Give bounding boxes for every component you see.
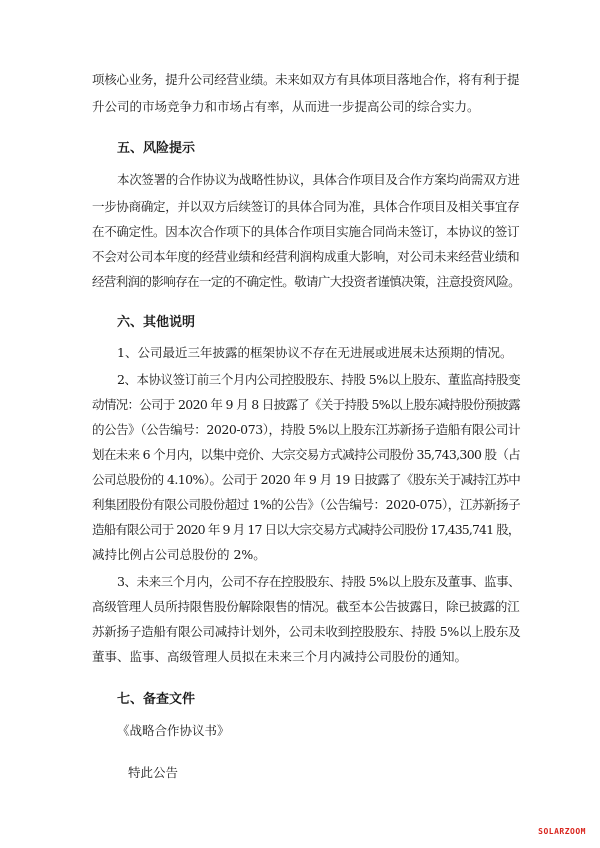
section6-line: 减持比例占公司总股份的 2%。 [92,547,266,562]
section5-line: 一步协商确定，并以双方后续签订的具体合同为准，具体合作项目及相关事宜存 [92,199,520,214]
section5-line: 经营利润的影响存在一定的不确定性。敬请广大投资者谨慎决策，注意投资风险。 [92,274,521,289]
section6-line: 苏新扬子造船有限公司减持计划外，公司未收到控股股东、持股 5%以上股东及 [92,624,521,639]
section6-line: 高级管理人员所持限售股份解除限售的情况。截至本公告披露日，除已披露的江 [92,599,520,614]
section6-line: 3、未来三个月内，公司不存在控股股东、持股 5%以上股东及董事、监事、 [117,574,521,589]
section-heading-risk: 五、风险提示 [117,141,196,156]
watermark-logo: SOLARZOOM [538,827,586,836]
section6-line: 董事、监事、高级管理人员拟在未来三个月内减持公司股份的通知。 [92,649,468,664]
intro-line: 项核心业务，提升公司经营业绩。未来如双方有具体项目落地合作，将有利于提 [92,72,520,87]
section6-line: 划在未来 6 个月内，以集中竞价、大宗交易方式减持公司股份 35,743,300 股（占 [92,447,520,462]
intro-line: 升公司的市场竞争力和市场占有率，从而进一步提高公司的综合实力。 [92,99,480,114]
section6-line: 1、公司最近三年披露的框架协议不存在无进展或进展未达预期的情况。 [117,345,513,360]
section6-line: 公司总股份的 4.10%）。公司于 2020 年 9 月 19 日披露了《股东关于减持江苏中 [92,472,521,487]
closing-text: 特此公告 [128,765,179,780]
reference-document: 《战略合作协议书》 [117,723,230,738]
section6-line: 的公告》（公告编号：2020-073），持股 5%以上股东江苏新扬子造船有限公司计 [92,422,521,437]
section6-line: 2、本协议签订前三个月内公司控股股东、持股 5%以上股东、董监高持股变 [117,372,521,387]
section6-line: 动情况：公司于 2020 年 9 月 8 日披露了《关于持股 5%以上股东减持股份预披露 [92,397,520,412]
section-heading-documents: 七、备查文件 [117,692,196,707]
section6-line: 造船有限公司于 2020 年 9 月 17 日以大宗交易方式减持公司股份 17,435,741 股， [92,522,520,537]
section5-line: 不会对公司本年度的经营业绩和经营利润构成重大影响，对公司未来经营业绩和 [92,249,520,264]
section6-line: 利集团股份有限公司股份超过 1%的公告》（公告编号：2020-075），江苏新扬子 [92,497,521,512]
section5-line: 本次签署的合作协议为战略性协议，具体合作项目及合作方案均尚需双方进 [117,172,520,187]
section5-line: 在不确定性。因本次合作项下的具体合作项目实施合同尚未签订，本协议的签订 [92,224,520,239]
section-heading-other: 六、其他说明 [117,315,196,330]
